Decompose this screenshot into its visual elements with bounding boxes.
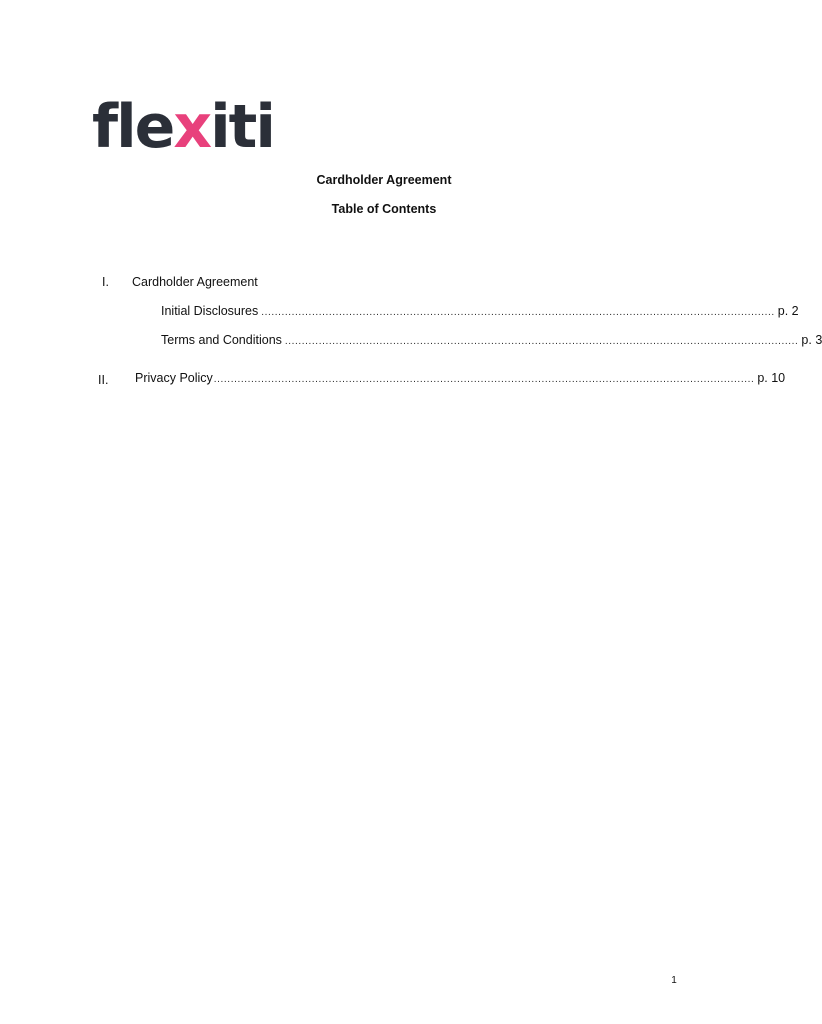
- toc-leader-dots: ........................................................................................................................................................: [284, 336, 799, 347]
- toc-section-1-title: Cardholder Agreement: [132, 275, 258, 289]
- toc-entry-title: Initial Disclosures: [161, 304, 259, 318]
- toc-heading: Table of Contents: [331, 202, 437, 216]
- logo-text-accent: x: [173, 92, 211, 162]
- page-number: 1: [671, 975, 677, 986]
- toc-section-1-numeral: I.: [102, 275, 109, 289]
- toc-leader-dots: ........................................................................................................................................................: [261, 307, 775, 318]
- toc-entry-initial-disclosures[interactable]: [161, 303, 799, 321]
- flexiti-logo: [92, 92, 274, 162]
- toc-entry-privacy-policy[interactable]: [135, 370, 786, 388]
- toc-entry-page: p. 2: [777, 304, 799, 318]
- toc-section-2-numeral: II.: [98, 373, 109, 387]
- logo-text-start: fle: [92, 92, 174, 162]
- document-title: Cardholder Agreement: [316, 173, 452, 187]
- toc-entry-page: p. 10: [757, 371, 786, 385]
- toc-entry-title: Terms and Conditions: [161, 333, 282, 347]
- logo-text-end: iti: [210, 92, 274, 162]
- toc-entry-page: p. 3: [801, 333, 822, 347]
- toc-entry-title: Privacy Policy: [135, 371, 213, 385]
- toc-leader-dots: ................................................................................................................................................................: [213, 374, 755, 385]
- toc-entry-terms-and-conditions[interactable]: [161, 332, 822, 350]
